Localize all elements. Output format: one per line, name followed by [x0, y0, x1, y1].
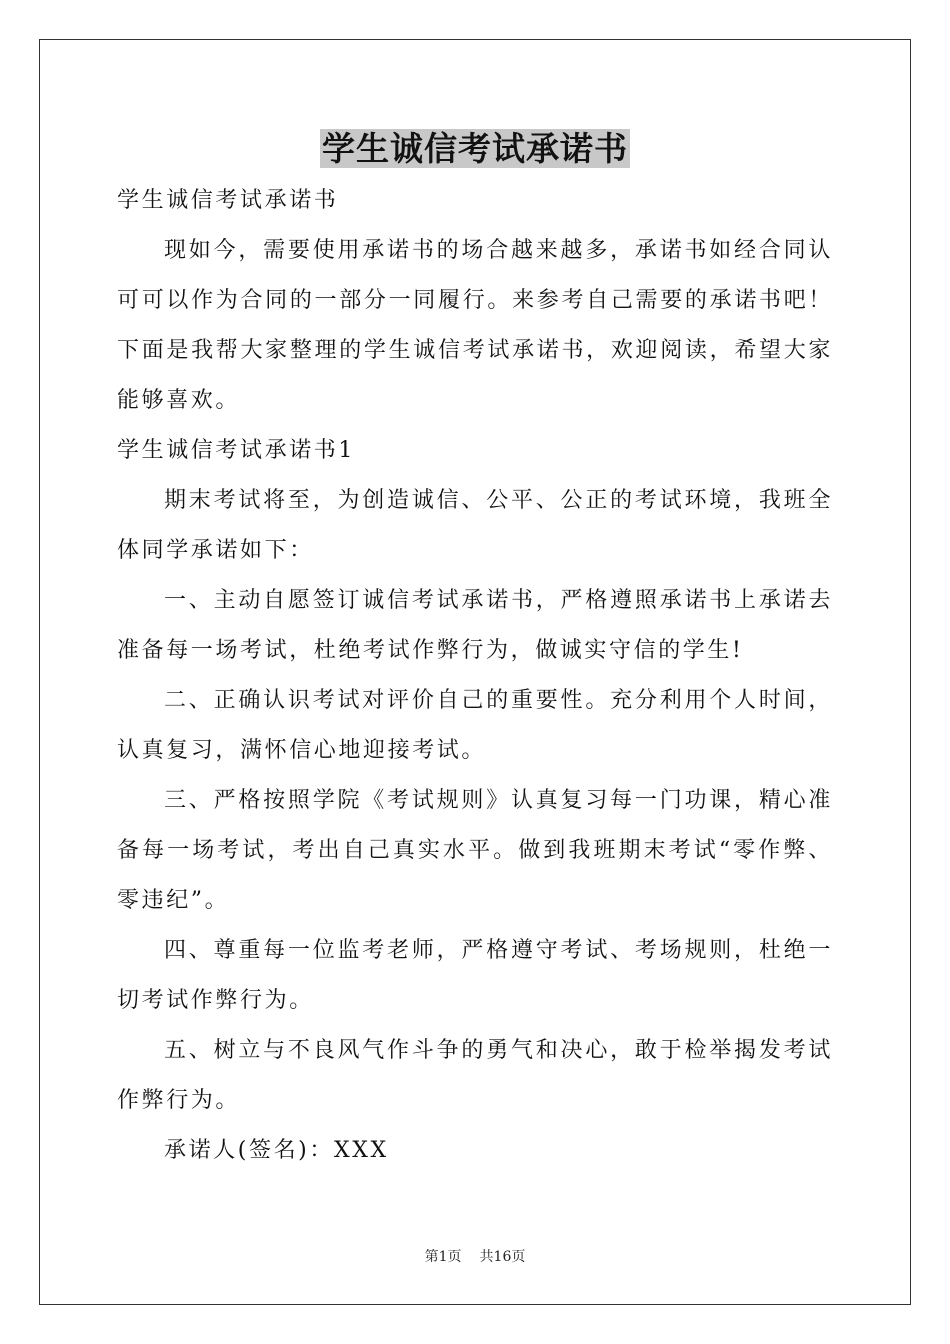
intro-paragraph: 现如今，需要使用承诺书的场合越来越多，承诺书如经合同认可可以作为合同的一部分一同履行。来参考自己需要的承诺书吧！下面是我帮大家整理的学生诚信考试承诺书，欢迎阅读，希望大家能够喜欢。: [117, 238, 833, 413]
opening-paragraph: 期末考试将至，为创造诚信、公平、公正的考试环境，我班全体同学承诺如下：: [117, 488, 833, 563]
section-heading: 学生诚信考试承诺书1: [117, 438, 355, 463]
pledge-item-4: 四、尊重每一位监考老师，严格遵守考试、考场规则，杜绝一切考试作弊行为。: [117, 938, 833, 1013]
pledge-item-3: 三、严格按照学院《考试规则》认真复习每一门功课，精心准备每一场考试，考出自己真实水平。做到我班期末考试“零作弊、零违纪”。: [117, 788, 833, 913]
page-number-current: 第1页: [424, 1249, 462, 1265]
document-body: [117, 176, 833, 1176]
pledge-item-1: 一、主动自愿签订诚信考试承诺书，严格遵照承诺书上承诺去准备每一场考试，杜绝考试作弊行为，做诚实守信的学生!: [117, 588, 833, 663]
page-footer: [0, 1247, 950, 1267]
document-title-text: 学生诚信考试承诺书: [322, 129, 628, 168]
document-subtitle: 学生诚信考试承诺书: [117, 188, 339, 213]
document-title: [0, 126, 950, 172]
pledge-item-2: 二、正确认识考试对评价自己的重要性。充分利用个人时间，认真复习，满怀信心地迎接考试。: [117, 688, 833, 763]
signature-line: 承诺人(签名)：XXX: [164, 1138, 389, 1163]
page-number-total: 共16页: [479, 1249, 526, 1265]
pledge-item-5: 五、树立与不良风气作斗争的勇气和决心，敢于检举揭发考试作弊行为。: [117, 1038, 833, 1113]
